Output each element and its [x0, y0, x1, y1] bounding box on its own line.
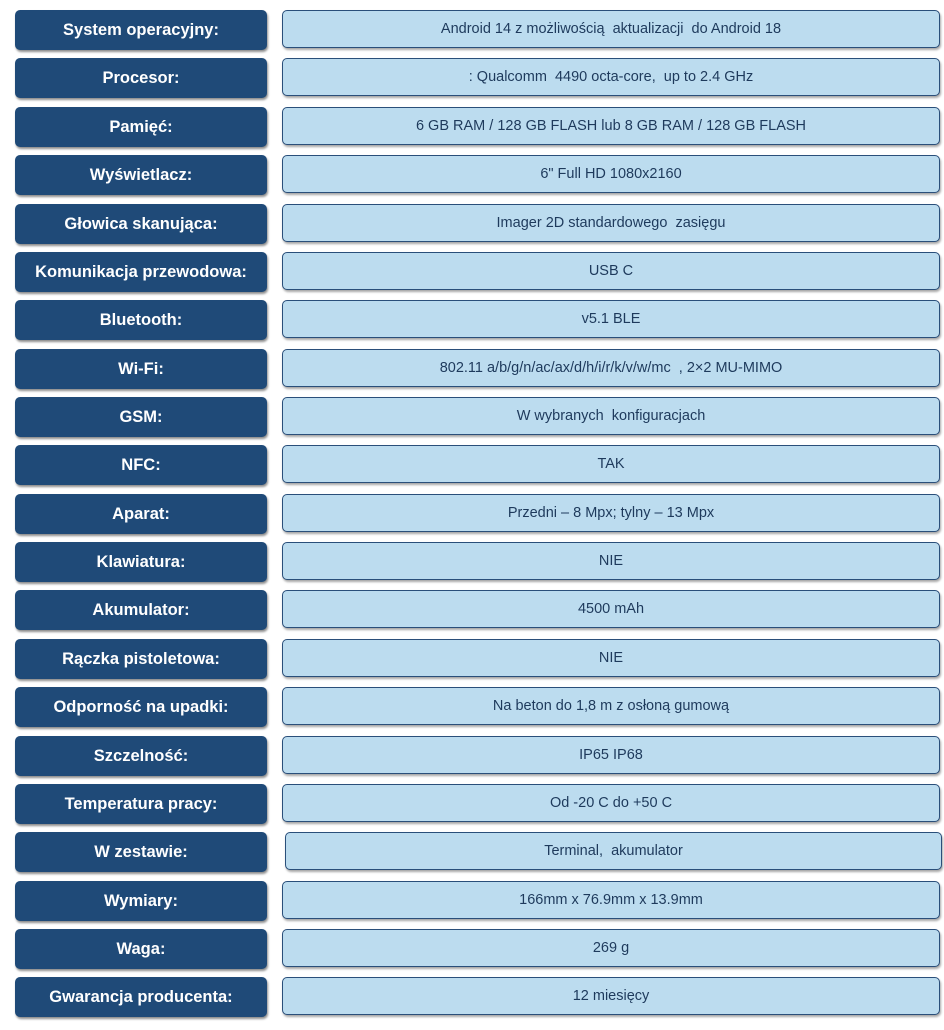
spec-label-camera: Aparat:: [15, 494, 267, 534]
spec-value-drop-resistance: Na beton do 1,8 m z osłoną gumową: [282, 687, 940, 725]
spec-value-gsm: W wybranych konfiguracjach: [282, 397, 940, 435]
spec-label-operating-temperature: Temperatura pracy:: [15, 784, 267, 824]
spec-label-package-contents: W zestawie:: [15, 832, 267, 872]
spec-label-gsm: GSM:: [15, 397, 267, 437]
spec-row-memory: [0, 107, 944, 147]
spec-row-pistol-grip: [0, 639, 944, 679]
spec-row-warranty: [0, 977, 944, 1017]
spec-value-dimensions: 166mm x 76.9mm x 13.9mm: [282, 881, 940, 919]
spec-value-bluetooth: v5.1 BLE: [282, 300, 940, 338]
spec-row-system: [0, 10, 944, 50]
spec-value-sealing: IP65 IP68: [282, 736, 940, 774]
spec-value-camera: Przedni – 8 Mpx; tylny – 13 Mpx: [282, 494, 940, 532]
spec-label-battery: Akumulator:: [15, 590, 267, 630]
spec-value-pistol-grip: NIE: [282, 639, 940, 677]
spec-label-weight: Waga:: [15, 929, 267, 969]
spec-value-nfc: TAK: [282, 445, 940, 483]
spec-row-package-contents: [0, 832, 944, 872]
spec-row-camera: [0, 494, 944, 534]
spec-label-warranty: Gwarancja producenta:: [15, 977, 267, 1017]
spec-value-weight: 269 g: [282, 929, 940, 967]
spec-row-gsm: [0, 397, 944, 437]
spec-label-sealing: Szczelność:: [15, 736, 267, 776]
spec-label-display: Wyświetlacz:: [15, 155, 267, 195]
spec-value-memory: 6 GB RAM / 128 GB FLASH lub 8 GB RAM / 128 GB FLASH: [282, 107, 940, 145]
spec-label-wired: Komunikacja przewodowa:: [15, 252, 267, 292]
spec-value-keyboard: NIE: [282, 542, 940, 580]
spec-row-wifi: [0, 349, 944, 389]
spec-label-processor: Procesor:: [15, 58, 267, 98]
spec-row-bluetooth: [0, 300, 944, 340]
spec-row-sealing: [0, 736, 944, 776]
spec-label-dimensions: Wymiary:: [15, 881, 267, 921]
spec-label-nfc: NFC:: [15, 445, 267, 485]
spec-label-scan-engine: Głowica skanująca:: [15, 204, 267, 244]
spec-row-keyboard: [0, 542, 944, 582]
spec-label-memory: Pamięć:: [15, 107, 267, 147]
spec-value-processor: : Qualcomm 4490 octa-core, up to 2.4 GHz: [282, 58, 940, 96]
spec-row-display: [0, 155, 944, 195]
spec-row-battery: [0, 590, 944, 630]
spec-label-keyboard: Klawiatura:: [15, 542, 267, 582]
spec-value-display: 6" Full HD 1080x2160: [282, 155, 940, 193]
spec-row-drop-resistance: [0, 687, 944, 727]
spec-value-scan-engine: Imager 2D standardowego zasięgu: [282, 204, 940, 242]
spec-row-processor: [0, 58, 944, 98]
spec-label-drop-resistance: Odporność na upadki:: [15, 687, 267, 727]
spec-row-dimensions: [0, 881, 944, 921]
spec-row-nfc: [0, 445, 944, 485]
spec-value-warranty: 12 miesięcy: [282, 977, 940, 1015]
spec-value-operating-temperature: Od -20 C do +50 C: [282, 784, 940, 822]
spec-row-scan-engine: [0, 204, 944, 244]
spec-row-operating-temperature: [0, 784, 944, 824]
spec-value-package-contents: Terminal, akumulator: [285, 832, 942, 870]
spec-label-wifi: Wi-Fi:: [15, 349, 267, 389]
spec-label-pistol-grip: Rączka pistoletowa:: [15, 639, 267, 679]
spec-value-wifi: 802.11 a/b/g/n/ac/ax/d/h/i/r/k/v/w/mc , 2×2 MU-MIMO: [282, 349, 940, 387]
spec-value-battery: 4500 mAh: [282, 590, 940, 628]
spec-label-bluetooth: Bluetooth:: [15, 300, 267, 340]
spec-row-weight: [0, 929, 944, 969]
spec-row-wired: [0, 252, 944, 292]
spec-value-system: Android 14 z możliwością aktualizacji do Android 18: [282, 10, 940, 48]
spec-value-wired: USB C: [282, 252, 940, 290]
spec-label-system: System operacyjny:: [15, 10, 267, 50]
